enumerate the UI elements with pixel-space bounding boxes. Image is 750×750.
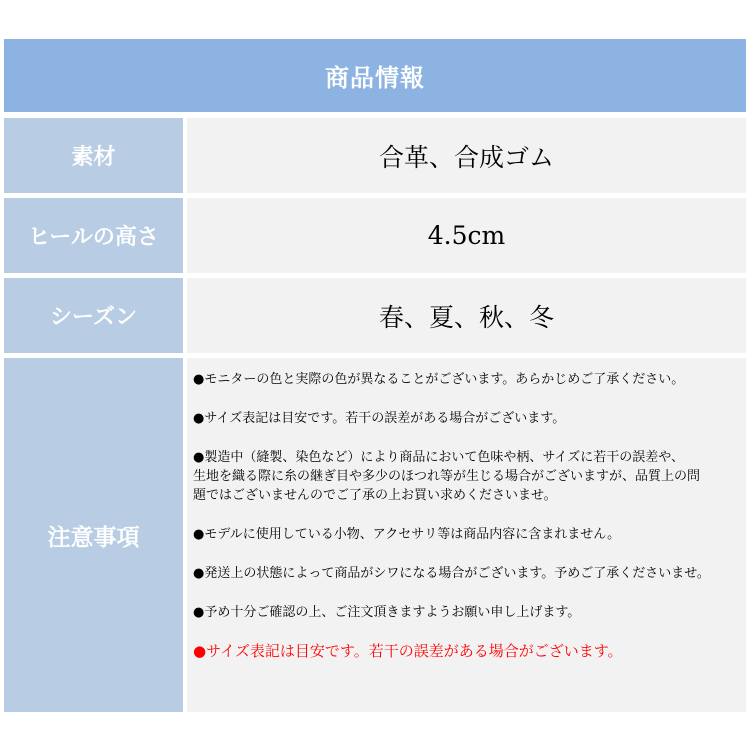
material-label: 素材 <box>71 145 116 170</box>
note-item: ●予め十分ご確認の上、ご注文頂きますようお願い申し上げます。 <box>193 605 581 620</box>
warning-note: ●サイズ表記は目安です。若干の誤差がある場合がございます。 <box>193 642 623 660</box>
note-item: ●発送上の状態によって商品がシワになる場合がございます。予めご了承くださいませ。 <box>193 566 710 581</box>
material-label-cell <box>4 118 183 193</box>
heel-height-label-cell <box>4 198 183 273</box>
product-info-header <box>4 39 746 112</box>
note-item: ●サイズ表記は目安です。若干の誤差がある場合がございます。 <box>193 411 566 426</box>
heel-height-label: ヒールの高さ <box>28 225 159 250</box>
notes-content <box>187 358 746 712</box>
note-item: ●製造中（縫製、染色など）により商品において色味や柄、サイズに若干の誤差や、 生地を織る際に糸の継ぎ目や多少のほつれ等が生じる場合がございますが、品質上の問 題ではございませんのでご了承の上お買い求めくださいませ。 <box>193 450 701 503</box>
notes-label-cell <box>4 358 183 712</box>
material-value-cell <box>187 118 746 193</box>
heel-height-value-cell <box>187 198 746 273</box>
note-item: ●モデルに使用している小物、アクセサリ等は商品内容に含まれません。 <box>193 527 621 542</box>
season-value-cell <box>187 278 746 353</box>
material-value: 合革、合成ゴム <box>378 142 554 172</box>
note-item: ●モニターの色と実際の色が異なることがございます。あらかじめご了承ください。 <box>193 372 685 387</box>
notes-label: 注意事項 <box>47 524 140 551</box>
season-label-cell <box>4 278 183 353</box>
season-value: 春、夏、秋、冬 <box>378 302 554 332</box>
heel-height-value: 4.5cm <box>427 221 506 250</box>
product-info-title: 商品情報 <box>325 64 425 92</box>
season-label: シーズン <box>50 305 137 330</box>
